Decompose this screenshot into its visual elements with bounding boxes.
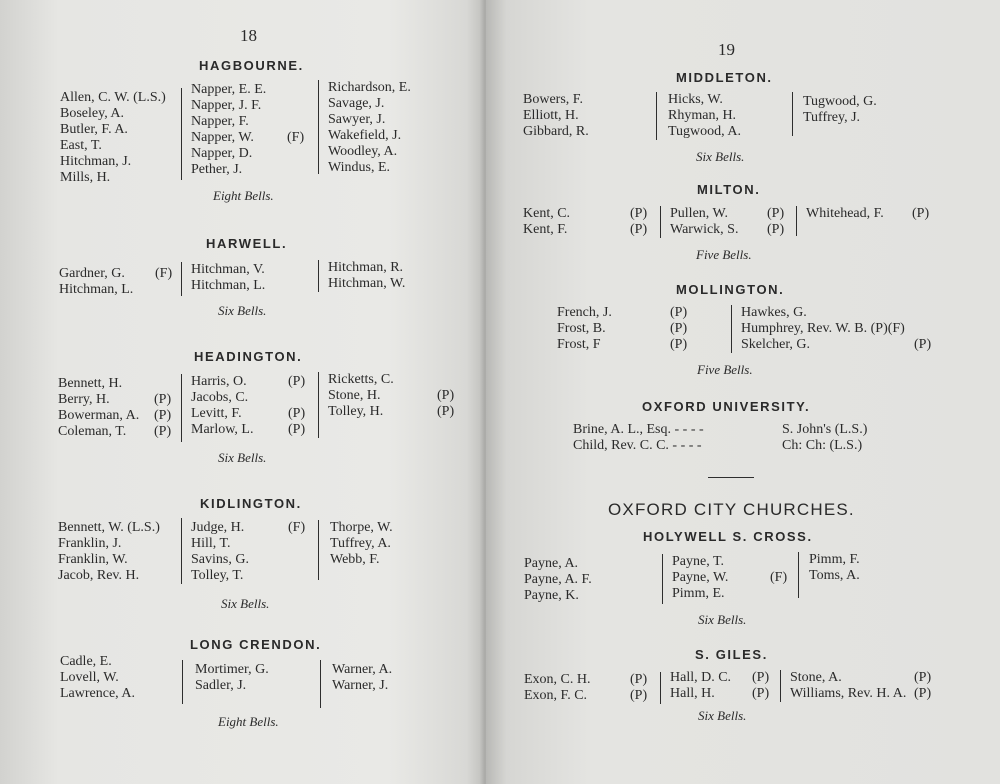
ringer-tag: (F) bbox=[770, 570, 788, 585]
university-name: Child, Rev. C. C. - - - - bbox=[573, 438, 702, 453]
bells-count: Eight Bells. bbox=[213, 188, 274, 203]
name-column bbox=[191, 374, 315, 438]
entry-name: Harris, O. bbox=[191, 374, 247, 389]
name-entry bbox=[670, 670, 778, 686]
name-column bbox=[557, 305, 697, 353]
name-entry: Pether, J. bbox=[191, 162, 243, 177]
ringer-tag: (P) bbox=[914, 337, 932, 352]
name-entry: Hicks, W. bbox=[668, 92, 723, 107]
name-column bbox=[191, 520, 315, 584]
entry-name: Hall, D. C. bbox=[670, 670, 732, 685]
name-entry: Napper, E. E. bbox=[191, 82, 267, 97]
name-column bbox=[524, 672, 654, 704]
ringer-tag: (P) bbox=[630, 206, 648, 221]
entry-name: Jacobs, C. bbox=[191, 390, 249, 405]
name-entry: Tolley, T. bbox=[191, 568, 244, 583]
entry-name: Warwick, S. bbox=[670, 222, 739, 237]
name-entry bbox=[58, 392, 178, 408]
name-entry: Hitchman, V. bbox=[191, 262, 265, 277]
ringer-tag: (F) bbox=[288, 520, 306, 535]
page-number: 18 bbox=[240, 26, 257, 45]
name-entry: Windus, E. bbox=[328, 160, 391, 175]
column-divider bbox=[656, 92, 657, 140]
entry-name: Stone, H. bbox=[328, 388, 381, 403]
column-divider bbox=[181, 88, 182, 180]
entry-name: Frost, B. bbox=[557, 321, 606, 336]
ringer-tag: (F) bbox=[155, 266, 173, 281]
name-entry: Hitchman, L. bbox=[191, 278, 266, 293]
column-divider bbox=[780, 670, 781, 702]
section-title: MOLLINGTON. bbox=[676, 282, 785, 297]
ringer-tag: (P) bbox=[154, 424, 172, 439]
name-entry bbox=[191, 520, 315, 536]
name-column bbox=[523, 206, 655, 238]
ringer-tag: (P) bbox=[630, 688, 648, 703]
ringer-tag: (P) bbox=[752, 670, 770, 685]
name-entry bbox=[191, 406, 315, 422]
name-entry: Warner, J. bbox=[332, 678, 389, 693]
name-column bbox=[328, 260, 438, 292]
name-entry: Lawrence, A. bbox=[60, 686, 136, 701]
page-number: 19 bbox=[718, 40, 735, 59]
entry-name: Hall, H. bbox=[670, 686, 715, 701]
name-entry bbox=[670, 206, 792, 222]
name-entry bbox=[328, 388, 460, 404]
bells-count: Five Bells. bbox=[696, 247, 752, 262]
name-entry bbox=[741, 337, 941, 353]
name-entry: Humphrey, Rev. W. B. (P)(F) bbox=[741, 321, 905, 336]
section-title: HAGBOURNE. bbox=[199, 58, 304, 73]
name-entry: Franklin, W. bbox=[58, 552, 128, 567]
name-entry: Savins, G. bbox=[191, 552, 249, 567]
name-entry: Rhyman, H. bbox=[668, 108, 737, 123]
ringer-tag: (P) bbox=[767, 222, 785, 237]
entry-name: Tolley, H. bbox=[328, 404, 384, 419]
name-entry bbox=[523, 222, 655, 238]
name-entry: Savage, J. bbox=[328, 96, 385, 111]
name-entry bbox=[58, 376, 178, 392]
name-entry: Hawkes, G. bbox=[741, 305, 807, 320]
name-column bbox=[803, 94, 913, 126]
entry-name: Skelcher, G. bbox=[741, 337, 811, 352]
name-entry: Tuffrey, A. bbox=[330, 536, 391, 551]
name-entry: Payne, A. F. bbox=[524, 572, 592, 587]
bells-count: Six Bells. bbox=[221, 596, 270, 611]
name-entry: Warner, A. bbox=[332, 662, 393, 677]
column-divider bbox=[796, 206, 797, 236]
column-divider bbox=[181, 518, 182, 584]
entry-name: Marlow, L. bbox=[191, 422, 254, 437]
column-divider bbox=[318, 80, 319, 174]
name-entry: Payne, A. bbox=[524, 556, 579, 571]
ringer-tag: (P) bbox=[154, 392, 172, 407]
name-entry: Bennett, W. (L.S.) bbox=[58, 520, 160, 535]
name-entry bbox=[58, 408, 178, 424]
name-entry bbox=[524, 672, 654, 688]
name-entry bbox=[672, 570, 794, 586]
entry-name: Kent, C. bbox=[523, 206, 571, 221]
name-entry: Napper, D. bbox=[191, 146, 253, 161]
ringer-tag: (P) bbox=[630, 672, 648, 687]
entry-name: Coleman, T. bbox=[58, 424, 127, 439]
column-divider bbox=[792, 92, 793, 136]
name-entry: Napper, J. F. bbox=[191, 98, 262, 113]
name-entry: Sawyer, J. bbox=[328, 112, 386, 127]
ringer-tag: (P) bbox=[437, 388, 455, 403]
name-column bbox=[670, 206, 792, 238]
name-entry: East, T. bbox=[60, 138, 102, 153]
university-college: S. John's (L.S.) bbox=[782, 422, 868, 437]
section-title: HOLYWELL S. CROSS. bbox=[643, 529, 813, 544]
name-column bbox=[790, 670, 940, 702]
name-column bbox=[332, 662, 442, 694]
entry-name: Bennett, H. bbox=[58, 376, 123, 391]
name-entry: Pimm, E. bbox=[672, 586, 725, 601]
name-entry: Jacob, Rev. H. bbox=[58, 568, 140, 583]
name-column bbox=[741, 305, 941, 353]
name-entry bbox=[58, 424, 178, 440]
entry-name: Pullen, W. bbox=[670, 206, 728, 221]
section-title: LONG CRENDON. bbox=[190, 637, 322, 652]
name-entry bbox=[523, 206, 655, 222]
name-column bbox=[670, 670, 778, 702]
name-entry: Gibbard, R. bbox=[523, 124, 589, 139]
name-column bbox=[191, 82, 311, 178]
entry-name: Judge, H. bbox=[191, 520, 245, 535]
name-entry bbox=[191, 422, 315, 438]
name-entry: Payne, T. bbox=[672, 554, 724, 569]
name-entry: Pimm, F. bbox=[809, 552, 860, 567]
name-entry: Tuffrey, J. bbox=[803, 110, 861, 125]
name-entry bbox=[790, 670, 940, 686]
column-divider bbox=[181, 374, 182, 442]
name-entry: Cadle, E. bbox=[60, 654, 112, 669]
column-divider bbox=[662, 554, 663, 604]
ringer-tag: (P) bbox=[288, 422, 306, 437]
entry-name: Payne, W. bbox=[672, 570, 729, 585]
name-entry: Payne, K. bbox=[524, 588, 579, 603]
name-entry bbox=[328, 404, 460, 420]
ringer-tag: (P) bbox=[437, 404, 455, 419]
section-title: KIDLINGTON. bbox=[200, 496, 302, 511]
name-entry: Napper, F. bbox=[191, 114, 249, 129]
name-entry bbox=[790, 686, 940, 702]
ringer-tag: (P) bbox=[670, 305, 688, 320]
bells-count: Six Bells. bbox=[698, 708, 747, 723]
bells-count: Five Bells. bbox=[697, 362, 753, 377]
section-title: HEADINGTON. bbox=[194, 349, 303, 364]
name-column bbox=[523, 92, 643, 140]
column-divider bbox=[660, 206, 661, 238]
name-entry: Lovell, W. bbox=[60, 670, 119, 685]
name-entry: Richardson, E. bbox=[328, 80, 411, 95]
name-entry bbox=[59, 266, 179, 282]
bells-count: Six Bells. bbox=[698, 612, 747, 627]
entry-name: Napper, W. bbox=[191, 130, 254, 145]
section-rule bbox=[708, 477, 754, 478]
name-entry: Hill, T. bbox=[191, 536, 231, 551]
name-column bbox=[60, 654, 180, 702]
name-entry: Thorpe, W. bbox=[330, 520, 393, 535]
name-column bbox=[524, 556, 644, 604]
ringer-tag: (P) bbox=[912, 206, 930, 221]
name-column bbox=[328, 80, 438, 176]
column-divider bbox=[318, 520, 319, 580]
name-entry: Woodley, A. bbox=[328, 144, 398, 159]
section-title: MILTON. bbox=[697, 182, 761, 197]
left-page bbox=[0, 0, 486, 784]
entry-name: Bowerman, A. bbox=[58, 408, 140, 423]
entry-name: Stone, A. bbox=[790, 670, 842, 685]
name-entry: Bowers, F. bbox=[523, 92, 583, 107]
name-column bbox=[672, 554, 794, 602]
ringer-tag: (F) bbox=[287, 130, 305, 145]
entry-name: French, J. bbox=[557, 305, 612, 320]
ringer-tag: (P) bbox=[630, 222, 648, 237]
ringer-tag: (P) bbox=[670, 337, 688, 352]
name-entry bbox=[191, 130, 311, 146]
column-divider bbox=[318, 260, 319, 292]
name-column bbox=[328, 372, 460, 420]
name-entry: Elliott, H. bbox=[523, 108, 579, 123]
name-entry: Sadler, J. bbox=[195, 678, 247, 693]
right-page bbox=[486, 0, 1000, 784]
name-entry: Allen, C. W. (L.S.) bbox=[60, 90, 166, 105]
name-column bbox=[58, 520, 180, 584]
column-divider bbox=[181, 262, 182, 296]
ringer-tag: (P) bbox=[914, 670, 932, 685]
name-column bbox=[59, 266, 179, 298]
name-entry: Hitchman, W. bbox=[328, 276, 406, 291]
column-divider bbox=[731, 305, 732, 353]
name-entry: Hitchman, R. bbox=[328, 260, 404, 275]
ringer-tag: (P) bbox=[288, 374, 306, 389]
name-entry: Tugwood, G. bbox=[803, 94, 877, 109]
name-entry bbox=[670, 222, 792, 238]
group-title: OXFORD CITY CHURCHES. bbox=[608, 500, 855, 519]
ringer-tag: (P) bbox=[154, 408, 172, 423]
name-entry: Butler, F. A. bbox=[60, 122, 128, 137]
bells-count: Eight Bells. bbox=[218, 714, 279, 729]
column-divider bbox=[660, 672, 661, 704]
ringer-tag: (P) bbox=[767, 206, 785, 221]
entry-name: Levitt, F. bbox=[191, 406, 242, 421]
name-column bbox=[191, 262, 311, 294]
entry-name: Exon, F. C. bbox=[524, 688, 588, 703]
name-column bbox=[330, 520, 440, 568]
name-column bbox=[58, 376, 178, 440]
name-entry: Webb, F. bbox=[330, 552, 380, 567]
name-entry: Hitchman, J. bbox=[60, 154, 132, 169]
entry-name: Frost, F bbox=[557, 337, 601, 352]
name-entry: Hitchman, L. bbox=[59, 282, 134, 297]
name-entry bbox=[328, 372, 460, 388]
name-entry bbox=[557, 305, 697, 321]
entry-name: Gardner, G. bbox=[59, 266, 125, 281]
name-column bbox=[60, 90, 180, 186]
ringer-tag: (P) bbox=[670, 321, 688, 336]
name-entry: Toms, A. bbox=[809, 568, 860, 583]
name-entry: Boseley, A. bbox=[60, 106, 125, 121]
column-divider bbox=[798, 552, 799, 598]
entry-name: Ricketts, C. bbox=[328, 372, 394, 387]
name-entry bbox=[524, 688, 654, 704]
name-entry bbox=[191, 390, 315, 406]
name-entry: Tugwood, A. bbox=[668, 124, 742, 139]
entry-name: Berry, H. bbox=[58, 392, 110, 407]
entry-name: Whitehead, F. bbox=[806, 206, 884, 221]
name-entry: Mills, H. bbox=[60, 170, 111, 185]
name-entry bbox=[557, 321, 697, 337]
bells-count: Six Bells. bbox=[218, 303, 267, 318]
name-entry bbox=[191, 374, 315, 390]
section-title: HARWELL. bbox=[206, 236, 288, 251]
section-title: OXFORD UNIVERSITY. bbox=[642, 399, 811, 414]
name-column bbox=[668, 92, 788, 140]
name-entry bbox=[806, 206, 936, 222]
column-divider bbox=[320, 660, 321, 708]
column-divider bbox=[182, 660, 183, 704]
name-entry bbox=[670, 686, 778, 702]
ringer-tag: (P) bbox=[752, 686, 770, 701]
name-entry: Mortimer, G. bbox=[195, 662, 269, 677]
ringer-tag: (P) bbox=[914, 686, 932, 701]
section-title: S. GILES. bbox=[695, 647, 768, 662]
column-divider bbox=[318, 372, 319, 438]
entry-name: Exon, C. H. bbox=[524, 672, 591, 687]
ringer-tag: (P) bbox=[288, 406, 306, 421]
name-column bbox=[809, 552, 909, 584]
name-entry: Franklin, J. bbox=[58, 536, 122, 551]
entry-name: Kent, F. bbox=[523, 222, 568, 237]
university-college: Ch: Ch: (L.S.) bbox=[782, 438, 863, 453]
name-column bbox=[806, 206, 936, 222]
entry-name: Williams, Rev. H. A. bbox=[790, 686, 907, 701]
university-name: Brine, A. L., Esq. - - - - bbox=[573, 422, 704, 437]
bells-count: Six Bells. bbox=[218, 450, 267, 465]
name-column bbox=[195, 662, 315, 694]
name-entry bbox=[557, 337, 697, 353]
bells-count: Six Bells. bbox=[696, 149, 745, 164]
section-title: MIDDLETON. bbox=[676, 70, 773, 85]
name-entry: Wakefield, J. bbox=[328, 128, 402, 143]
